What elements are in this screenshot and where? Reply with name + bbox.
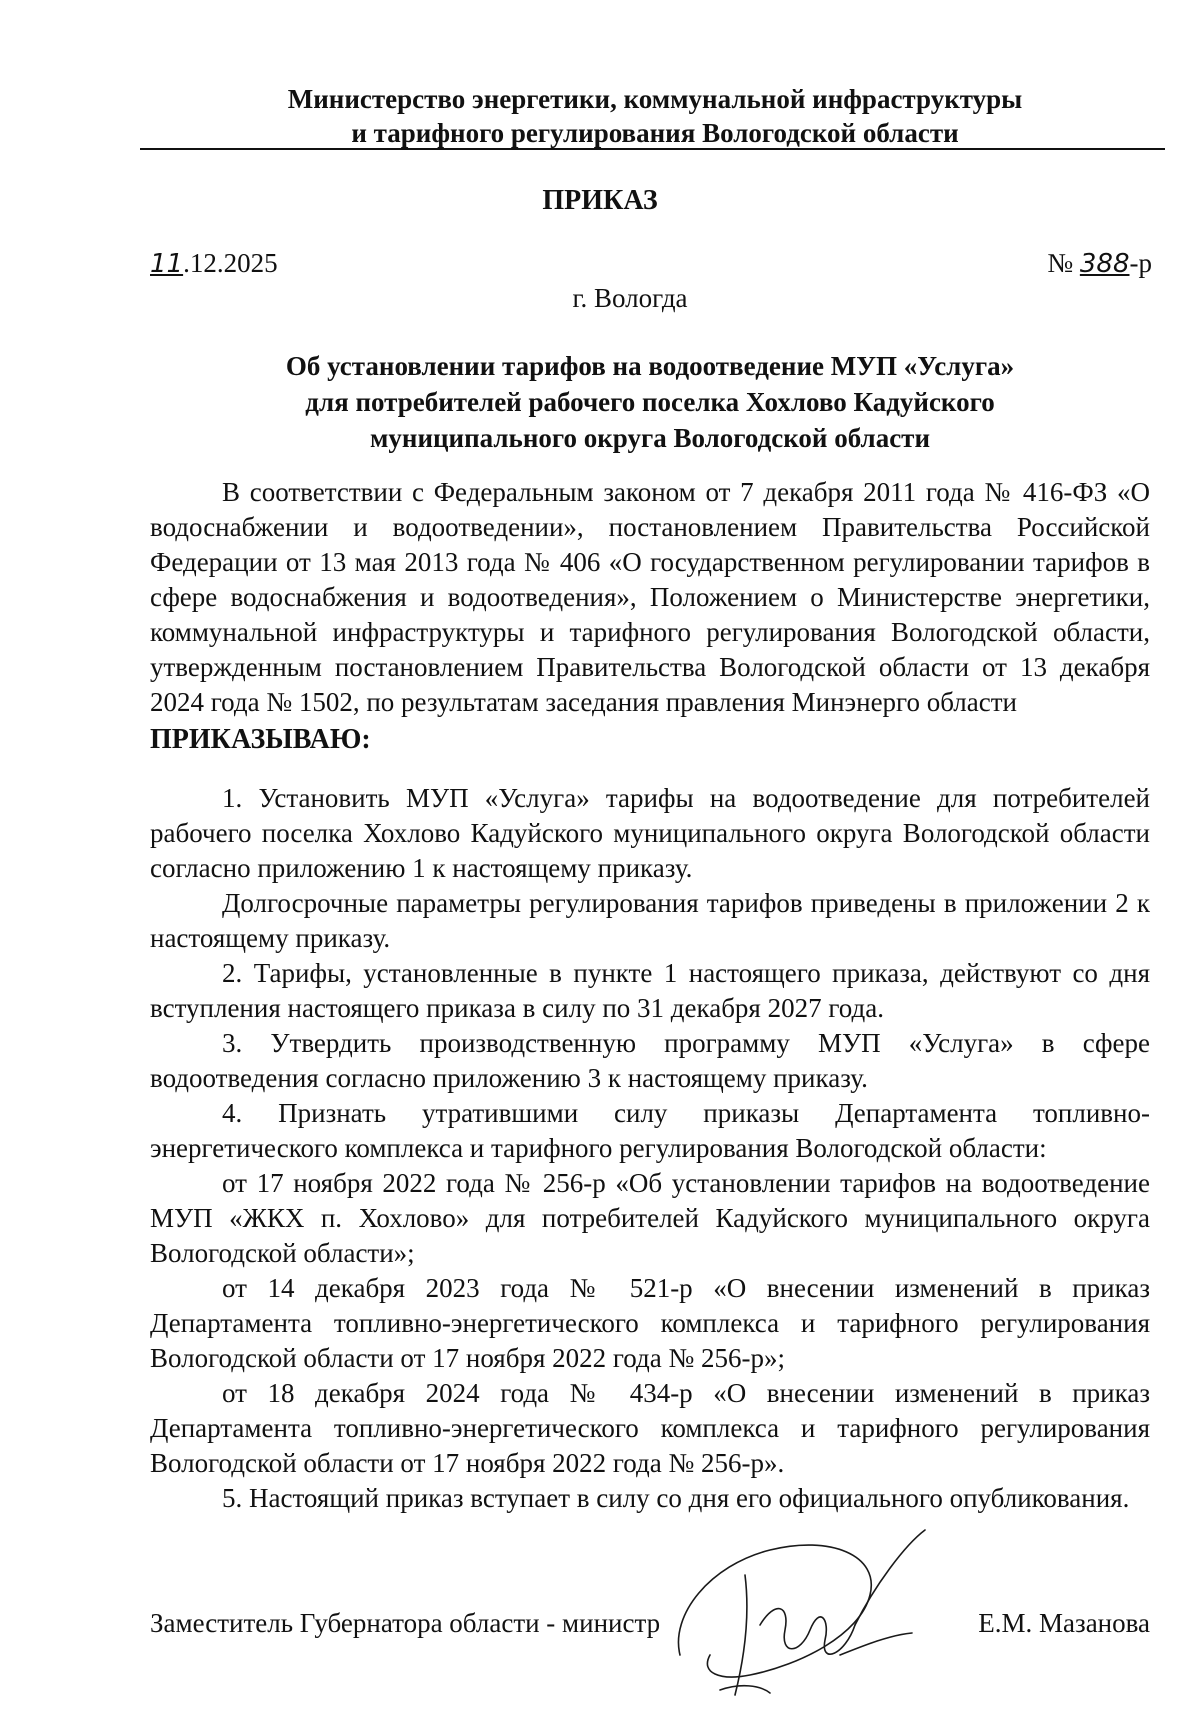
number-suffix: -р — [1129, 248, 1152, 278]
signer-position: Заместитель Губернатора области - министр — [150, 1608, 661, 1638]
title-line-2: для потребителей рабочего поселка Хохлово Кадуйского — [305, 387, 995, 417]
item-4-c: от 18 декабря 2024 года № 434-р «О внесении изменений в приказ Департамента топливно-энергетического комплекса и тарифного регулирования Вологодской области от 17 ноября 2022 года № 256-р». — [150, 1378, 1150, 1478]
header-rule — [140, 148, 1165, 150]
item-3: 3. Утвердить производственную программу МУП «Услуга» в сфере водоотведения согласно приложению 3 к настоящему приказу. — [150, 1028, 1150, 1093]
item-4-b: от 14 декабря 2023 года № 521-р «О внесении изменений в приказ Департамента топливно-энергетического комплекса и тарифного регулирования Вологодской области от 17 ноября 2022 года № 256-р»; — [150, 1273, 1150, 1373]
doc-body — [150, 475, 1150, 1516]
date-rest: .12.2025 — [183, 248, 278, 278]
doc-date — [150, 248, 278, 279]
doc-title — [150, 348, 1150, 456]
doc-number — [1047, 248, 1152, 279]
item-2: 2. Тарифы, установленные в пункте 1 настоящего приказа, действуют со дня вступления настоящего приказа в силу по 31 декабря 2027 года. — [150, 958, 1150, 1023]
item-4: 4. Признать утратившими силу приказы Департамента топливно-энергетического комплекса и тарифного регулирования Вологодской области: — [150, 1098, 1150, 1163]
ministry-line-2: и тарифного регулирования Вологодской области — [351, 118, 959, 148]
ministry-line-1: Министерство энергетики, коммунальной инфраструктуры — [287, 84, 1023, 114]
signer-name: Е.М. Мазанова — [978, 1608, 1150, 1638]
number-prefix: № — [1047, 248, 1074, 278]
date-day: 11 — [150, 249, 184, 279]
handwritten-signature-icon — [650, 1505, 950, 1725]
command-heading: ПРИКАЗЫВАЮ: — [150, 724, 371, 755]
title-line-1: Об установлении тарифов на водоотведение МУП «Услуга» — [285, 351, 1015, 381]
item-5: 5. Настоящий приказ вступает в силу со дня его официального опубликования. — [222, 1483, 1130, 1513]
doc-type: ПРИКАЗ — [542, 185, 658, 216]
item-1: 1. Установить МУП «Услуга» тарифы на водоотведение для потребителей рабочего поселка Хохлово Кадуйского муниципального округа Вологодской области согласно приложению 1 к настоящему приказу. — [150, 783, 1150, 883]
item-1-params: Долгосрочные параметры регулирования тарифов приведены в приложении 2 к настоящему приказу. — [150, 888, 1150, 953]
item-4-a: от 17 ноября 2022 года № 256-р «Об установлении тарифов на водоотведение МУП «ЖКХ п. Хохлово» для потребителей Кадуйского муниципального округа Вологодской области»; — [150, 1168, 1150, 1268]
number-value: 388 — [1079, 249, 1130, 279]
ministry-header — [140, 82, 1170, 150]
preamble: В соответствии с Федеральным законом от 7 декабря 2011 года № 416-ФЗ «О водоснабжении и водоотведении», постановлением Правительства Российской Федерации от 13 мая 2013 года № 406 «О государственном регулировании тарифов в сфере водоснабжения и водоотведения», Положением о Министерстве энергетики, коммунальной инфраструктуры и тарифного регулирования Вологодской области, утвержденным постановлением Правительства Вологодской области от 13 декабря 2024 года № 1502, по результатам заседания правления Минэнерго области — [150, 477, 1150, 717]
title-line-3: муниципального округа Вологодской области — [370, 423, 930, 453]
doc-city: г. Вологда — [572, 283, 688, 313]
